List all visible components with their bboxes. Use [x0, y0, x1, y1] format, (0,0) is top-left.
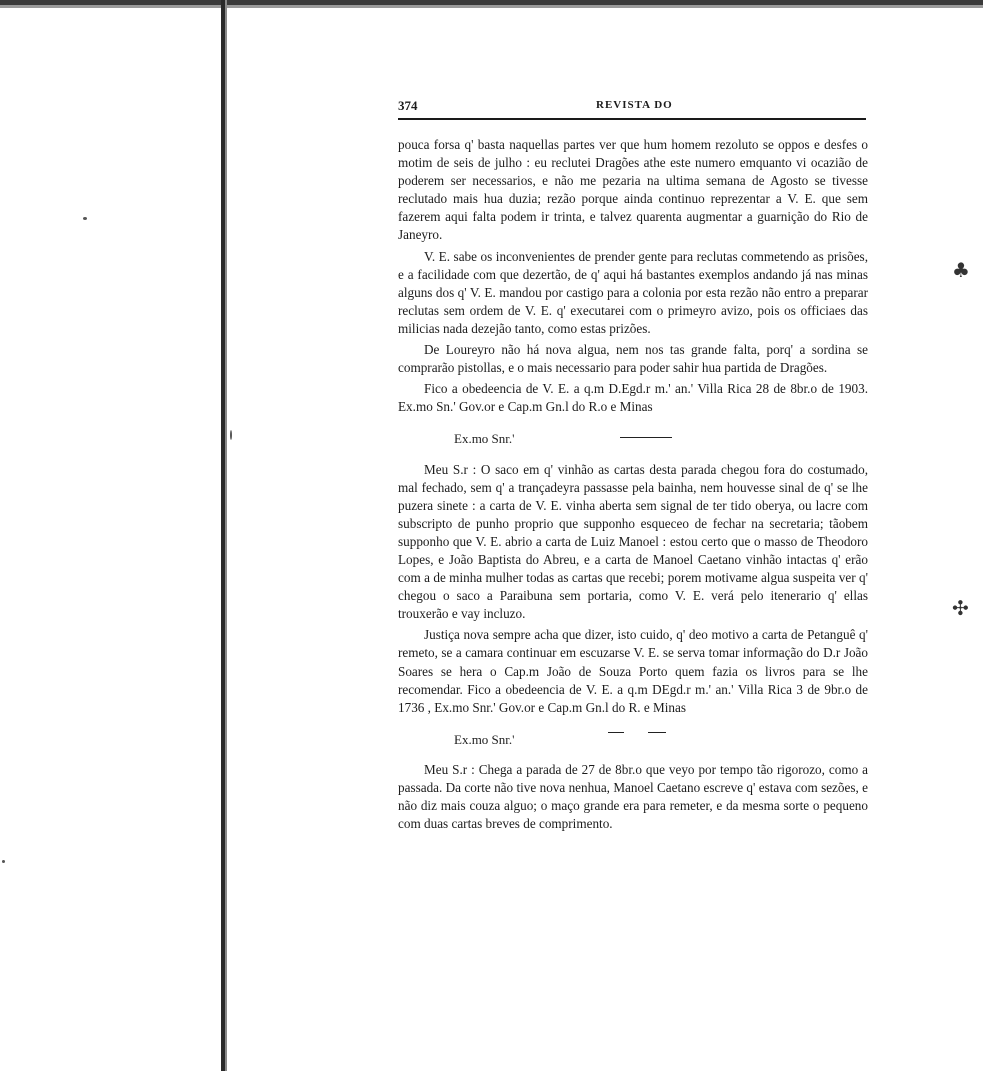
divider-dash — [648, 732, 666, 733]
paragraph: pouca forsa q' basta naquellas partes ver que hum homem rezoluto se oppos e desfes o motim de seis de julho : eu reclutei Dragões athe este numero emquanto vi ocazião de poderem ser necessarios, e não me pezaria na ultima semana de Agosto se tivesse reclutado mais hua duzia; rezão porque ainda continuo reprezentar a V. E. que sem fazerem aqui falta podem ir trinta, e talvez quarenta augmentar a guarnição do Rio de Janeyro. — [398, 137, 868, 243]
paragraph: Justiça nova sempre acha que dizer, isto cuido, q' deo motivo a carta de Petanguê q' remeto, se a camara continuar em escuzarse V. E. se serva tomar informação do D.r João Soares se hera o Cap.m João de Souza Porto quem fazia os livros para se lhe recomendar. Fico a obedeencia de V. E. a q.m DEgd.r m.' an.' Villa Rica 3 de 9br.o de 1736 , Ex.mo Snr.' Gov.or e Cap.m Gn.l do R. e Minas — [398, 627, 868, 715]
paragraph: Fico a obedeencia de V. E. a q.m D.Egd.r m.' an.' Villa Rica 28 de 8br.o de 1903. Ex.mo Sn.' Gov.or e Cap.m Gn.l do R.o e Minas — [398, 381, 868, 415]
scan-speck — [83, 217, 87, 220]
salutation: Ex.mo Snr.' — [454, 431, 515, 447]
running-head: REVISTA DO — [596, 99, 673, 111]
divider-line — [620, 437, 672, 438]
paragraph: V. E. sabe os inconvenientes de prender gente para reclutas commetendo as prisões, e a facilidade com que dezertão, de q' aqui há bastantes exemplos andando já nas minas alguns dos q' V. E. mandou por castigo para a colonia por esta rezão não entro a preparar reclutas sem ordem de V. E. q' executarei com o primeyro avizo, pois os officiaes das milicias nada dezejão tanto, como estas prizões. — [398, 248, 868, 336]
paragraph: Meu S.r : Chega a parada de 27 de 8br.o que veyo por tempo tão rigorozo, como a passada. Da corte não tive nova nenhua, Manoel Caetano escreve q' estava com sezões, e não diz mais couza alguo; o maço grande era para remeter, e da mesma sorte o pequeno com duas cartas breves de comprimento. — [398, 761, 868, 832]
document-body — [398, 136, 868, 836]
page-top-shadow — [0, 5, 983, 8]
page-number: 374 — [398, 98, 418, 113]
header-rule — [398, 118, 866, 120]
margin-ornament-icon: ✣ — [952, 596, 969, 620]
margin-ornament-icon: ♣ — [952, 258, 970, 282]
book-spine-edge — [225, 0, 227, 1071]
scan-speck — [230, 430, 232, 440]
scan-speck — [2, 860, 5, 863]
paragraph: Meu S.r : O saco em q' vinhão as cartas desta parada chegou fora do costumado, mal fechado, sem q' a trançadeyra passasse pela bainha, nem houvesse sinal de q' se lhe puzera sinete : a carta de V. E. vinha aberta sem signal de ter tido oberya, ou lacre com subscripto de punho proprio que supponho esqueceo de fechar na secretaria; tãobem supponho que V. E. abrio a carta de Luiz Manoel : estou certo que o masso de Theodoro Lopes, e João Baptista do Abreu, e a carta de Manoel Caetano vinhão intactas q' erão com a de minha mulher todas as cartas que recebi; porem motivame algua suspeita ver q' chegou o saco a Paraibuna sem portaria, como V. E. verá pelo itenerario q' ellas trouxerão e vay incluzo. — [398, 461, 868, 622]
paragraph: De Loureyro não há nova algua, nem nos tas grande falta, porq' a sordina se comprarão pistollas, e o mais necessario para poder sahir hua partida de Dragões. — [398, 342, 868, 376]
divider-dash — [608, 732, 624, 733]
salutation: Ex.mo Snr.' — [454, 731, 515, 747]
